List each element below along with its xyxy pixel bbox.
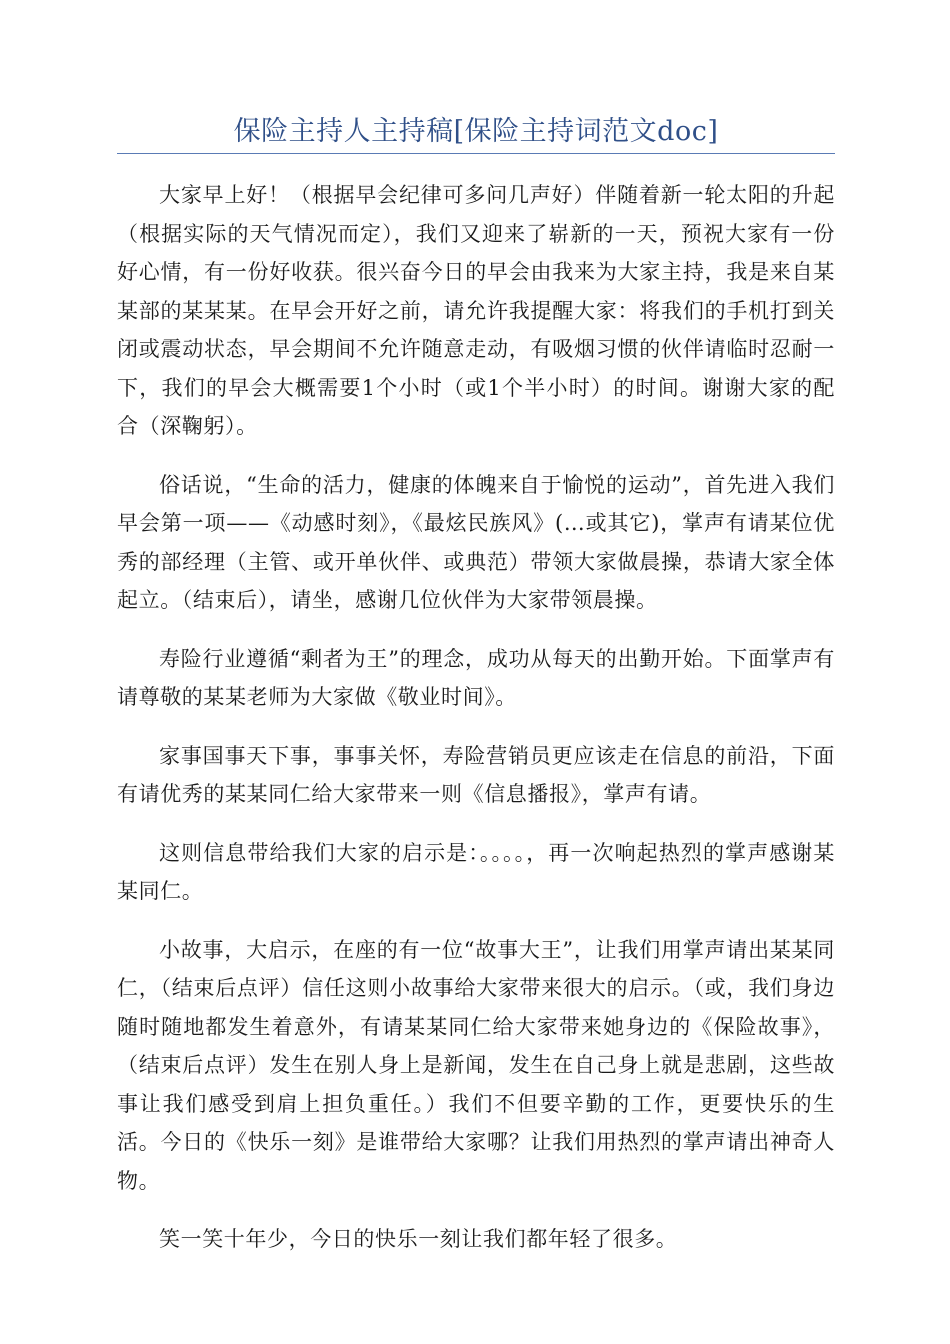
document-title: 保险主持人主持稿[保险主持词范文doc] (233, 116, 719, 147)
paragraph-greeting: 大家早上好！（根据早会纪律可多问几声好）伴随着新一轮太阳的升起（根据实际的天气情况而定），我们又迎来了崭新的一天，预祝大家有一份好心情，有一份好收获。很兴奋今日的早会由我来为大家主持，我是来自某某部的某某某。在早会开好之前，请允许我提醒大家：将我们的手机打到关闭或震动状态，早会期间不允许随意走动，有吸烟习惯的伙伴请临时忍耐一下，我们的早会大概需要1个小时（或1个半小时）的时间。谢谢大家的配合（深鞠躬）。 (117, 183, 835, 438)
paragraph-story-time: 小故事，大启示，在座的有一位“故事大王”，让我们用掌声请出某某同仁，（结束后点评）信任这则小故事给大家带来很大的启示。（或，我们身边随时随地都发生着意外，有请某某同仁给大家带来她身边的《保险故事》，（结束后点评）发生在别人身上是新闻，发生在自己身上就是悲剧，这些故事让我们感受到肩上担负重任。）我们不但要辛勤的工作，更要快乐的生活。今日的《快乐一刻》是谁带给大家哪？让我们用热烈的掌声请出神奇人物。 (117, 937, 835, 1193)
paragraph-morning-exercise: 俗话说，“生命的活力，健康的体魄来自于愉悦的运动”，首先进入我们早会第一项——《动感时刻》，《最炫民族风》(…或其它)，掌声有请某位优秀的部经理（主管、或开单伙伴、或典范）带领大家做晨操，恭请大家全体起立。（结束后），请坐，感谢几位伙伴为大家带领晨操。 (117, 472, 835, 612)
paragraph-news-thanks: 这则信息带给我们大家的启示是：。。。。，再一次响起热烈的掌声感谢某某同仁。 (117, 840, 835, 903)
title-underline (117, 153, 835, 154)
document-body (117, 176, 835, 1279)
paragraph-happy-moment: 笑一笑十年少，今日的快乐一刻让我们都年轻了很多。 (159, 1227, 678, 1251)
paragraph-news-report: 家事国事天下事，事事关怀，寿险营销员更应该走在信息的前沿，下面有请优秀的某某同仁给大家带来一则《信息播报》，掌声有请。 (117, 743, 835, 806)
paragraph-dedication-time: 寿险行业遵循“剩者为王”的理念，成功从每天的出勤开始。下面掌声有请尊敬的某某老师为大家做《敬业时间》。 (117, 646, 835, 709)
